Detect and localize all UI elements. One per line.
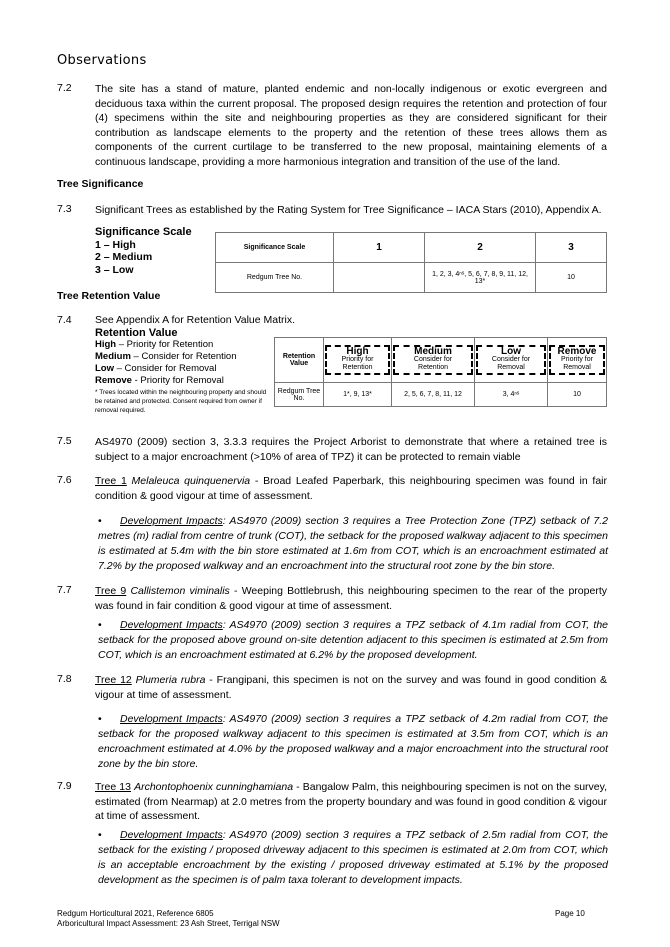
section-heading: Observations — [57, 53, 147, 68]
legend-note: * Trees located within the neighbouring property and should be retained and protected. Consent required from owner if removal required. — [95, 389, 267, 414]
para-number: 7.4 — [57, 314, 72, 326]
paragraph-7-8: Tree 12 Plumeria rubra - Frangipani, this specimen is not on the survey and was found in good condition & vigour at time of assessment. — [95, 674, 607, 701]
page-number: Page 10 — [555, 909, 585, 918]
legend-item: 3 – Low — [95, 263, 134, 276]
table-cell: 2, 5, 6, 7, 8, 11, 12 — [392, 383, 475, 407]
paragraph-7-5: AS4970 (2009) section 3, 3.3.3 requires the Project Arborist to demonstrate that where a retained tree is subject to a major encroachment (>10% of area of TPZ) it can be protected to remain viable — [95, 436, 607, 463]
table-header: 3 — [536, 233, 607, 263]
low-header: Low Consider for Removal — [475, 338, 548, 383]
impact-bullet: • Development Impacts: AS4970 (2009) section 3 requires a TPZ setback of 4.1m radial from COT, the setback for the proposed above ground on-site detention adjacent to this specimen is estimated at 2.5m from COT, which is an encroachment estimated at 6.2% by the proposed development. — [98, 619, 608, 661]
tree-link: Tree 13 — [95, 781, 131, 793]
subheading-tree-significance: Tree Significance — [57, 178, 144, 190]
paragraph-7-4: See Appendix A for Retention Value Matrix. — [95, 314, 296, 326]
para-number: 7.9 — [57, 780, 72, 792]
impact-bullet: • Development Impacts: AS4970 (2009) section 3 requires a TPZ setback of 4.2m radial from COT, the setback for the proposed walkway adjacent to this specimen is estimated at 3.5m from COT, which is an encroachment estimated at 4.0% by the proposed walkway and a major encroachment into the structural root zone by the bin store. — [98, 713, 608, 770]
table-cell: 1, 2, 3, 4ⁿˢ, 5, 6, 7, 8, 9, 11, 12, 13* — [425, 263, 536, 293]
footer-left: Redgum Horticultural 2021, Reference 6805 Arboricultural Impact Assessment: 23 Ash Street, Terrigal NSW — [57, 909, 280, 928]
para-number: 7.3 — [57, 203, 72, 215]
table-header: Retention Value — [275, 338, 324, 383]
table-cell: Redgum Tree No. — [216, 263, 334, 293]
table-cell: 3, 4ⁿˢ — [475, 383, 548, 407]
legend-title: Retention Value — [95, 327, 178, 339]
remove-header: Remove Priority for Removal — [548, 338, 607, 383]
tree-link: Tree 1 — [95, 475, 127, 487]
significance-scale-legend — [95, 226, 192, 276]
para-number: 7.7 — [57, 584, 72, 596]
paragraph-7-9: Tree 13 Archontophoenix cunninghamiana - Bangalow Palm, this neighbouring specimen is not on the survey, estimated (from Nearmap) at 2.0 metres from the property boundary and was found in good condition & vigour at time of assessment. — [95, 781, 608, 822]
table-header: 2 — [425, 233, 536, 263]
paragraph-7-3: Significant Trees as established by the Rating System for Tree Significance – IACA Stars (2010), Appendix A. — [95, 204, 602, 216]
table-cell: 10 — [548, 383, 607, 407]
legend-item: 2 – Medium — [95, 251, 153, 263]
significance-table — [215, 232, 607, 293]
para-number: 7.2 — [57, 82, 72, 94]
paragraph-7-2: The site has a stand of mature, planted endemic and non-locally indigenous or exotic evergreen and deciduous taxa within the current proposal. The proposed design requires the retention and protection of four (4) specimens within the site and neighbouring properties as they are considered significant for their contribution as landscape elements to the property and the retention of these trees allows them as components of the current curtilage to be transferred to the new proposal, maintaining elements of a continuous landscape, providing a more harmonious integration and transition of the use of the land. — [95, 83, 607, 168]
table-cell: 10 — [536, 263, 607, 293]
table-header: Significance Scale — [216, 233, 334, 263]
subheading-tree-retention: Tree Retention Value — [57, 290, 161, 302]
legend-item: Remove - Priority for Removal — [95, 375, 224, 386]
table-cell: 1*, 9, 13* — [324, 383, 392, 407]
high-header: High Priority for Retention — [324, 338, 392, 383]
tree-link: Tree 9 — [95, 585, 127, 597]
table-cell — [334, 263, 425, 293]
legend-item: 1 – High — [95, 238, 136, 251]
legend-title: Significance Scale — [95, 226, 192, 238]
medium-header: Medium Consider for Retention — [392, 338, 475, 383]
paragraph-7-7: Tree 9 Callistemon viminalis - Weeping Bottlebrush, this neighbouring specimen to the rear of the property was found in fair condition & good vigour at time of assessment. — [95, 585, 607, 612]
legend-item: Low – Consider for Removal — [95, 363, 217, 374]
para-number: 7.8 — [57, 673, 72, 685]
retention-table — [274, 337, 607, 407]
legend-item: High – Priority for Retention — [95, 339, 214, 350]
para-number: 7.5 — [57, 435, 72, 447]
retention-value-legend — [95, 327, 275, 415]
table-header: 1 — [334, 233, 425, 263]
table-cell: Redgum Tree No. — [275, 383, 324, 407]
para-number: 7.6 — [57, 474, 72, 486]
tree-link: Tree 12 — [95, 674, 132, 686]
impact-bullet: • Development Impacts: AS4970 (2009) section 3 requires a TPZ setback of 2.5m radial from COT, the setback for the existing / proposed driveway adjacent to this specimen is estimated at 2.0m from COT, which is an acceptable encroachment by the existing / proposed driveway estimated at 5.1% by the proposed development as the specimen is of palm taxa tolerant to development impacts. — [98, 829, 608, 886]
paragraph-7-6: Tree 1 Melaleuca quinquenervia - Broad Leafed Paperbark, this neighbouring specimen was found in fair condition & good vigour at time of assessment. — [95, 475, 607, 502]
impact-bullet: • Development Impacts: AS4970 (2009) section 3 requires a Tree Protection Zone (TPZ) setback of 7.2 metres (m) radial from centre of trunk (COT), the setback for the proposed walkway adjacent to this specimen is estimated at 5.4m with the bin store estimated at 1.6m from COT, which is an encroachment estimated at 7.2% by the proposed walkway and an encroachment into the structural root zone by the bin store. — [98, 515, 608, 572]
legend-item: Medium – Consider for Retention — [95, 351, 237, 362]
